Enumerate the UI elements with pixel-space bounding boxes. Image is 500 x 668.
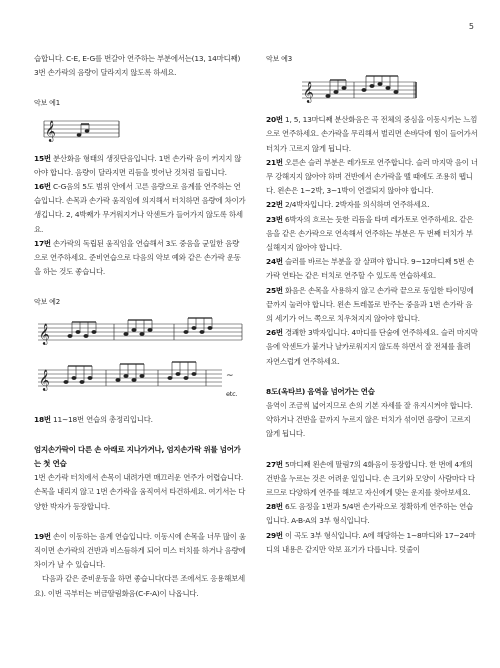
item-16: 16번 C-G음의 5도 범위 안에서 고른 음량으로 음계를 연주하는 연습입니다. 손목과 손가락 움직임에 의지해서 터치하면 음량에 차이가 생깁니다. 2, 4박째가 무거워지거나 악센트가 들어가지 않도록 하세요. <box>34 182 246 234</box>
right-section-title: 8도(옥타브) 음역을 넘어가는 연습 <box>266 386 375 396</box>
music-example-1 <box>34 113 124 143</box>
item-22: 22번 2/4박자입니다. 2박자를 의식하며 연주하세요. <box>266 200 430 210</box>
example1-label: 악보 예1 <box>34 99 60 108</box>
item-15: 15번 분산화음 형태의 생짓단음입니다. 1번 손가락 음이 커지지 않아야 합니다. 음량이 달라지면 리듬을 벗어난 것처럼 들립니다. <box>34 153 242 177</box>
item-23: 23번 6박자의 흐르는 듯한 리듬을 타며 레가토로 연주하세요. 같은 음을 같은 손가락으로 연속해서 연주하는 부분은 두 번째 터치가 부실해지지 않아야 합니다. <box>266 214 474 253</box>
svg-text:~: ~ <box>226 370 234 381</box>
music-example-2 <box>34 312 246 404</box>
svg-text:𝄞: 𝄞 <box>39 323 50 345</box>
intro-paragraph: 습합니다. C-E, E-G를 번갈아 연주하는 부분에서는(13, 14마디째) 3번 손가락의 음량이 달라지지 않도록 하세요. <box>34 54 241 78</box>
example2-label: 악보 예2 <box>34 298 60 307</box>
item-26: 26번 경쾌한 3박자입니다. 4마디를 단숨에 연주하세요. 슬러 마지막 음에 악센트가 붙거나 날카로워지지 않도록 하면서 잘 전체를 흘려 자연스럽게 연주하세요. <box>266 328 478 366</box>
item-20: 20번 1, 5, 13마디째 분산화음은 곡 전체의 중심을 이동시키는 느낌으로 연주하세요. 손가락을 무리해서 벌리면 손바닥에 힘이 들어가서 터치가 고르지 않게 됩니다. <box>266 115 478 153</box>
left-section-title: 엄지손가락이 다른 손 아래로 지나가거나, 엄지손가락 위를 넘어가는 첫 연습 <box>34 444 241 469</box>
right-column <box>266 52 478 557</box>
item-27: 27번 5마디째 왼손에 딸림7의 4화음이 등장합니다. 한 번에 4개의 건반을 누르는 것은 어려운 일입니다. 손 크기와 모양이 사람마다 다르므로 다양하게 연주를 해보고 자신에게 맞는 운지를 찾아보세요. <box>266 459 475 498</box>
svg-text:𝄞: 𝄞 <box>303 82 314 104</box>
left-section-text: 1번 손가락 터치에서 손목이 내려가면 매끄러운 연주가 어렵습니다. 손목을 내리지 않고 1번 손가락을 움직여서 타건하세요. 여기서는 다양한 박자가 등장합니다. <box>34 473 246 511</box>
item-19-cont: 다음과 같은 준비운동을 하면 좋습니다(다른 조에서도 응용해보세요). 이번 곡부터는 버금딸림화음(C-F-A)이 나옵니다. <box>34 574 245 598</box>
item-19: 19번 손이 이동하는 음계 연습입니다. 이동시에 손목을 너무 많이 움직이면 손가락의 건반과 비스듬하게 되어 미스 터치를 하거나 음량에 차이가 날 수 있습니다. <box>34 531 246 570</box>
item-25: 25번 화음은 손목을 사용하지 않고 손가락 끝으로 동일한 타이밍에 끝까지 눌러야 합니다. 왼손 트레몰로 반주는 중음과 1번 손가락 음의 세기가 어느 쪽으로 치우쳐지지 않아야 합니다. <box>266 285 474 324</box>
etc-label: etc. <box>226 389 238 398</box>
right-section-text: 음역이 조금씩 넓어지므로 손의 기본 자세를 잘 유지시켜야 합니다. 약하거나 건반을 끝까지 누르지 않은 터치가 섞이면 음량이 고르지 않게 됩니다. <box>266 401 473 439</box>
page-number: 5 <box>468 22 474 31</box>
svg-text:𝄞: 𝄞 <box>39 369 50 391</box>
item-18: 18번 11~18번 연습의 총정리입니다. <box>34 414 153 424</box>
example3-label: 악보 예3 <box>266 55 292 63</box>
item-17: 17번 손가락의 독립된 움직임을 연습해서 3도 중음을 균일한 음량으로 연주하세요. 준비연습으로 다음의 악보 예와 같은 손가락 운동을 하는 것도 좋습니다. <box>34 238 241 277</box>
left-column <box>34 52 246 601</box>
svg-text:𝄞: 𝄞 <box>45 120 56 142</box>
item-24: 24번 슬러를 바르는 부분을 잘 살펴야 합니다. 9~12마디째 5번 손가락 연타는 같은 터치로 연주할 수 있도록 연습하세요. <box>266 257 475 281</box>
music-example-3 <box>266 68 478 104</box>
item-21: 21번 오른손 슬러 부분은 레가토로 연주합니다. 슬러 마지막 음이 너무 강해지지 않아야 하며 건반에서 손가락을 뗄 때에도 조용히 뗍니다. 왼손은 1~2박, 3~1박이 연결되지 않아야 합니다. <box>266 157 478 196</box>
item-29: 29번 이 곡도 3부 형식입니다. A에 해당하는 1~8마디와 17~24마디의 내용은 같지만 악보 표기가 다릅니다. 덧줄이 <box>266 530 476 554</box>
item-28: 28번 6도 음정을 1번과 5/4번 손가락으로 정확하게 연주하는 연습입니다. A-B-A의 3부 형식입니다. <box>266 502 473 526</box>
